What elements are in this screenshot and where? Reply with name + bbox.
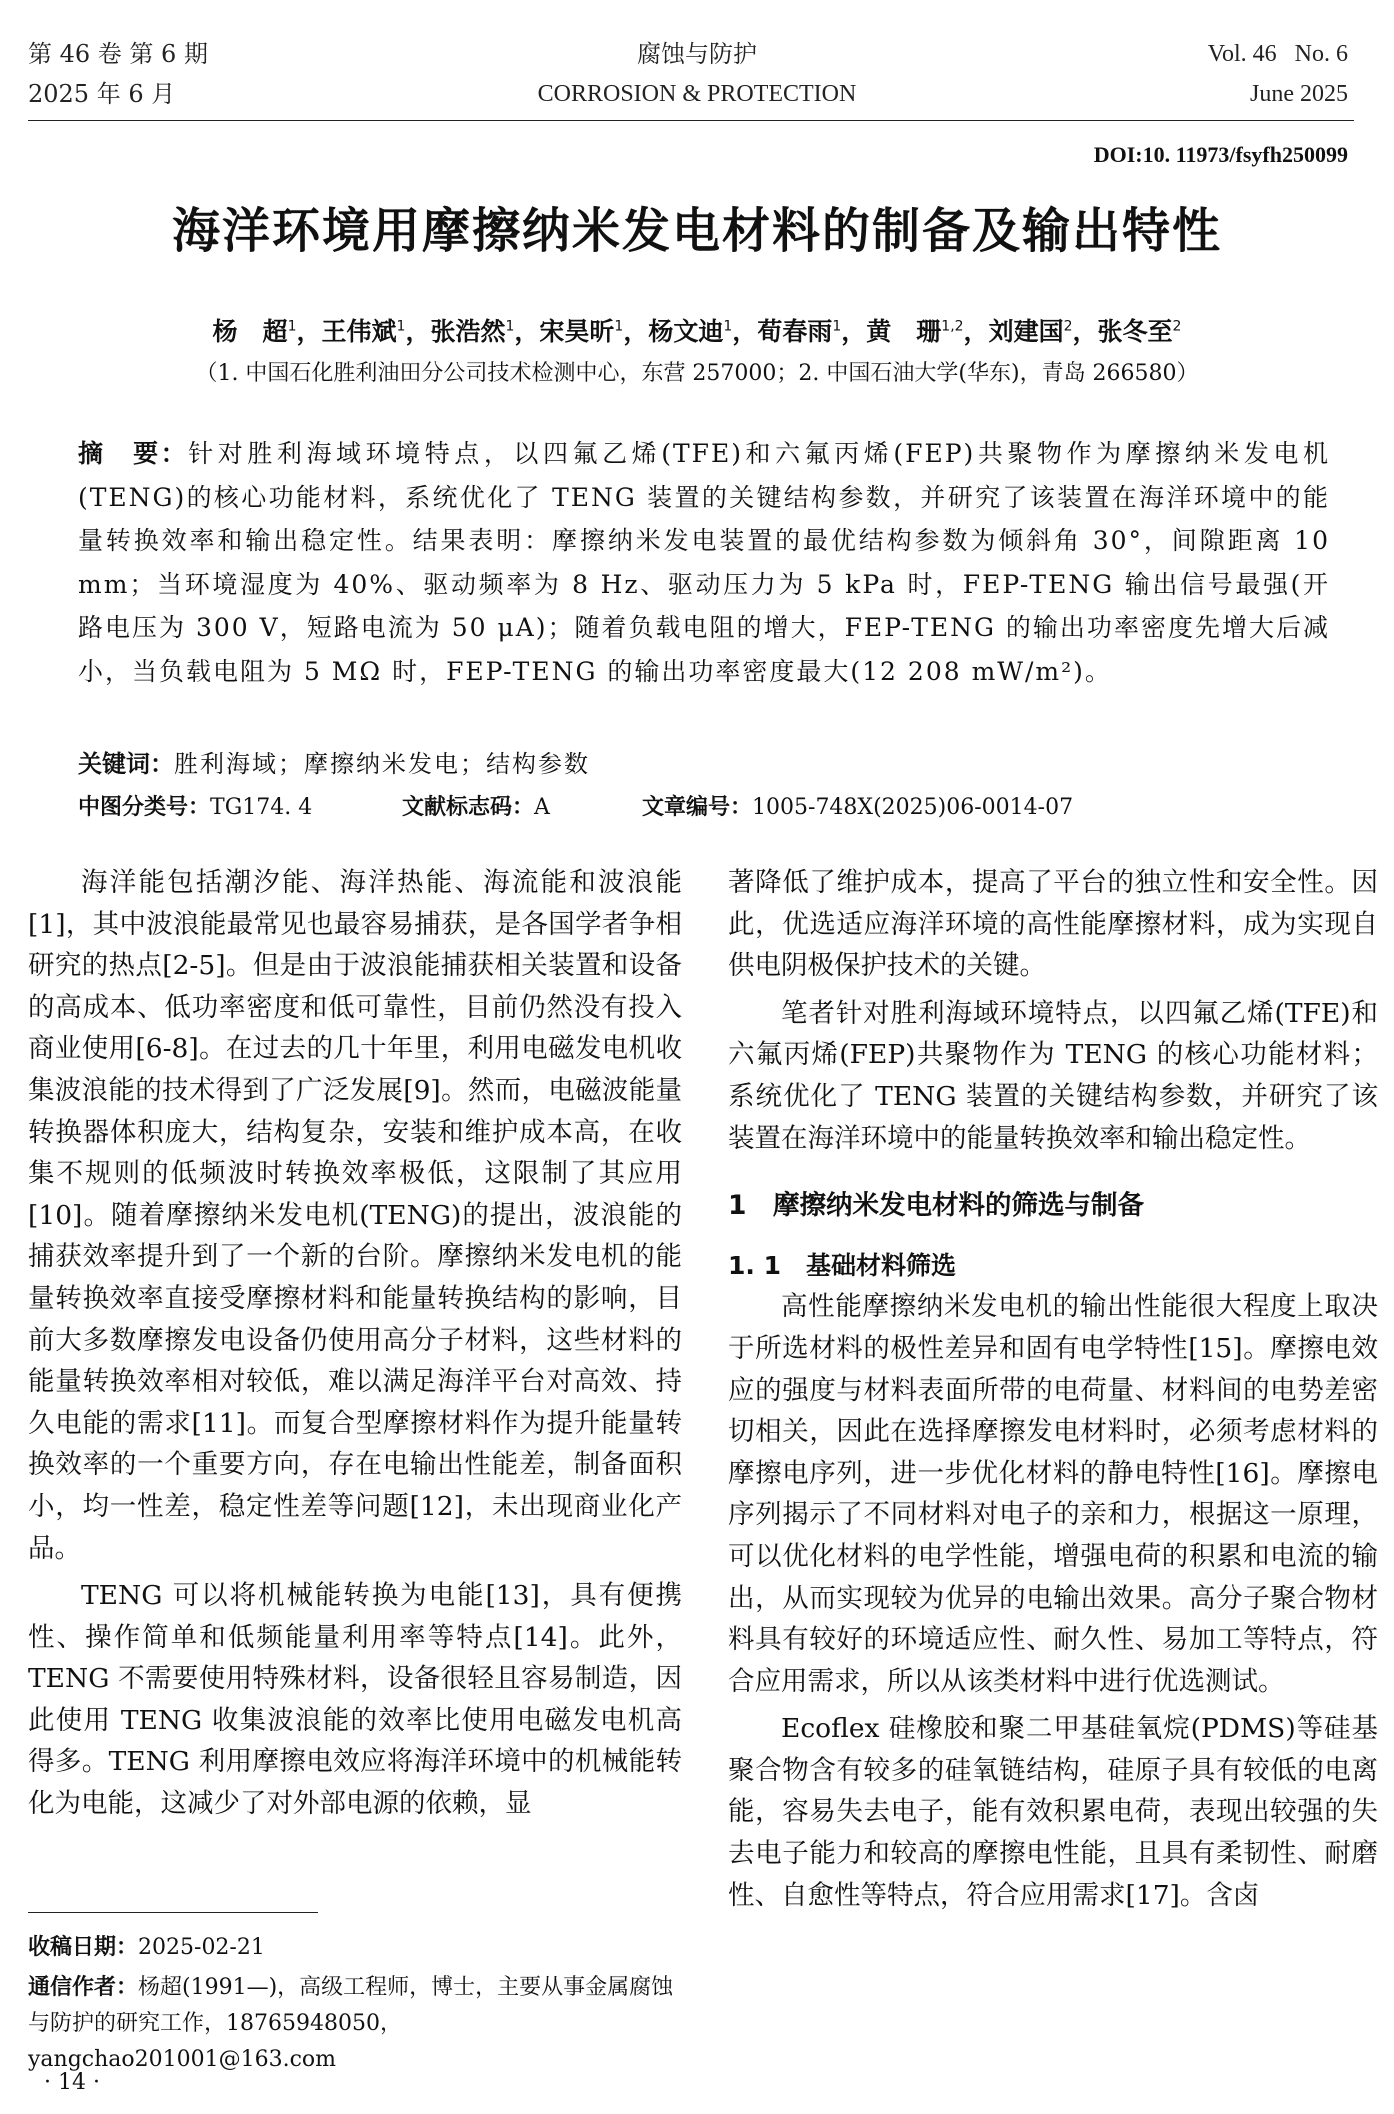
journal-name-en: CORROSION & PROTECTION: [537, 81, 857, 107]
received-value: 2025-02-21: [138, 1935, 265, 1960]
author-affiliation-mark: 1: [723, 318, 733, 335]
body-paragraph: 笔者针对胜利海域环境特点，以四氟乙烯(TFE)和六氟丙烯(FEP)共聚物作为 TENG 的核心功能材料；系统优化了 TENG 装置的关键结构参数，并研究了该装置在海洋环境中的能量转换效率和输出稳定性。: [728, 997, 1378, 1154]
author-label: 通信作者：: [28, 1975, 139, 2000]
header-center: [0, 34, 1394, 114]
body-paragraph: TENG 可以将机械能转换为电能[13]，具有便携性、操作简单和低频能量利用率等特点[14]。此外，TENG 不需要使用特殊材料，设备很轻且容易制造，因此使用 TENG 收集波浪能的效率比使用电磁发电机高得多。TENG 利用摩擦电效应将海洋环境中的机械能转化为电能，这减少了对外部电源的依赖，显: [28, 1580, 682, 1820]
author-separator: ，: [1072, 317, 1098, 346]
author-list: [0, 312, 1394, 348]
body-paragraph: 高性能摩擦纳米发电机的输出性能很大程度上取决于所选材料的极性差异和固有电学特性[15]。摩擦电效应的强度与材料表面所带的电荷量、材料间的电势差密切相关，因此在选择摩擦发电材料时，必须考虑材料的摩擦电序列，进一步优化材料的静电特性[16]。摩擦电序列揭示了不同材料对电子的亲和力，根据这一原理，可以优化材料的电学性能，增强电荷的积累和电流的输出，从而实现较为优异的电输出效果。高分子聚合物材料具有较好的环境适应性、耐久性、易加工等特点，符合应用需求，所以从该类材料中进行优选测试。: [728, 1291, 1378, 1697]
author-name: 刘建国: [988, 317, 1064, 346]
received-date: [28, 1930, 688, 1966]
date-cn: 2025 年 6 月: [28, 80, 176, 108]
right-column: [728, 862, 1378, 1916]
header-right: [1208, 34, 1348, 114]
author-affiliation-mark: 1: [614, 318, 624, 335]
subsection-heading: 1. 1 基础材料筛选: [728, 1250, 956, 1280]
journal-name-cn: 腐蚀与防护: [637, 40, 757, 68]
received-label: 收稿日期：: [28, 1935, 139, 1960]
author-affiliation-mark: 1: [287, 318, 297, 335]
abstract-label: 摘 要：: [78, 439, 189, 468]
doc-value: A: [534, 795, 550, 820]
author-affiliation-mark: 1: [505, 318, 515, 335]
author-affiliation-mark: 2: [1172, 318, 1182, 335]
doi[interactable]: DOI:10. 11973/fsyfh250099: [1093, 142, 1348, 167]
date-en: June 2025: [1250, 81, 1348, 107]
clc-code: [78, 790, 312, 821]
doc-label: 文献标志码：: [402, 795, 535, 820]
author-name: 杨 超: [212, 317, 288, 346]
author-name: 张浩然: [430, 317, 506, 346]
volume-en: Vol. 46 No. 6: [1207, 41, 1348, 67]
abstract-text: 针对胜利海域环境特点，以四氟乙烯(TFE)和六氟丙烯(FEP)共聚物作为摩擦纳米发电机(TENG)的核心功能材料，系统优化了 TENG 装置的关键结构参数，并研究了该装置在海洋环境中的能量转换效率和输出稳定性。结果表明：摩擦纳米发电装置的最优结构参数为倾斜角 30°，间隙距离 10 mm；当环境湿度为 40%、驱动频率为 8 Hz、驱动压力为 5 kPa 时，FEP-TENG 输出信号最强(开路电压为 300 V，短路电流为 50 μA)；随着负载电阻的增大，FEP-TENG 的输出功率密度先增大后减小，当负载电阻为 5 MΩ 时，FEP-TENG 的输出功率密度最大(12 208 mW/m²)。: [78, 439, 1330, 686]
body-paragraph: Ecoflex 硅橡胶和聚二甲基硅氧烷(PDMS)等硅基聚合物含有较多的硅氧链结构，硅原子具有较低的电离能，容易失去电子，能有效积累电荷，表现出较强的失去电子能力和较高的摩擦电性能，且具有柔韧性、耐磨性、自愈性等特点，符合应用需求[17]。含卤: [728, 1713, 1378, 1911]
body-paragraph: 著降低了维护成本，提高了平台的独立性和安全性。因此，优选适应海洋环境的高性能摩擦材料，成为实现自供电阴极保护技术的关键。: [728, 867, 1378, 982]
body-paragraph: 海洋能包括潮汐能、海洋热能、海流能和波浪能[1]，其中波浪能最常见也最容易捕获，是各国学者争相研究的热点[2-5]。但是由于波浪能捕获相关装置和设备的高成本、低功率密度和低可靠性，目前仍然没有投入商业使用[6-8]。在过去的几十年里，利用电磁发电机收集波浪能的技术得到了广泛发展[9]。然而，电磁波能量转换器体积庞大，结构复杂，安装和维护成本高，在收集不规则的低频波时转换效率极低，这限制了其应用[10]。随着摩擦纳米发电机(TENG)的提出，波浪能的捕获效率提升到了一个新的台阶。摩擦纳米发电机的能量转换效率直接受摩擦材料和能量转换结构的影响，目前大多数摩擦发电设备仍使用高分子材料，这些材料的能量转换效率相对较低，难以满足海洋平台对高效、持久电能的需求[11]。而复合型摩擦材料作为提升能量转换效率的一个重要方向，存在电输出性能差，制备面积小，均一性差，稳定性差等问题[12]，未出现商业化产品。: [28, 867, 682, 1564]
doc-code: [402, 790, 550, 821]
clc-value: TG174. 4: [210, 795, 313, 820]
keywords-label: 关键词：: [78, 750, 174, 778]
author-name: 王伟斌: [321, 317, 397, 346]
left-column: [28, 862, 682, 1825]
author-name: 荀春雨: [757, 317, 833, 346]
keywords-text: 胜利海域；摩擦纳米发电；结构参数: [174, 750, 590, 778]
author-affiliation-mark: 1,2: [941, 318, 964, 335]
volume-cn: 第 46 卷 第 6 期: [28, 40, 208, 68]
section-heading: 1 摩擦纳米发电材料的筛选与制备: [728, 1190, 1144, 1222]
page-number: · 14 ·: [44, 2070, 100, 2095]
footnote-rule: [28, 1912, 318, 1913]
corresponding-author: [28, 1970, 688, 2078]
author-separator: ，: [514, 317, 540, 346]
author-separator: ，: [963, 317, 989, 346]
affiliation: （1. 中国石化胜利油田分公司技术检测中心，东营 257000；2. 中国石油大学(华东)，青岛 266580）: [195, 361, 1199, 386]
author-separator: ，: [623, 317, 649, 346]
author-name: 杨文迪: [648, 317, 724, 346]
article-label: 文章编号：: [642, 795, 753, 820]
author-separator: ，: [732, 317, 758, 346]
author-separator: ，: [405, 317, 431, 346]
author-name: 黄 珊: [866, 317, 942, 346]
author-separator: ，: [296, 317, 322, 346]
author-name: 张冬至: [1097, 317, 1173, 346]
author-info: 杨超(1991—)，高级工程师，博士，主要从事金属腐蚀与防护的研究工作，18765948050，yangchao201001@163.com: [28, 1975, 674, 2072]
keywords: [78, 744, 590, 779]
article-value: 1005-748X(2025)06-0014-07: [752, 795, 1074, 820]
author-name: 宋昊昕: [539, 317, 615, 346]
header-rule: [28, 120, 1354, 121]
paper-title: 海洋环境用摩擦纳米发电材料的制备及输出特性: [171, 203, 1222, 259]
author-separator: ，: [841, 317, 867, 346]
author-affiliation-mark: 1: [832, 318, 842, 335]
clc-label: 中图分类号：: [78, 795, 211, 820]
author-affiliation-mark: 1: [396, 318, 406, 335]
author-affiliation-mark: 2: [1063, 318, 1073, 335]
article-number: [642, 790, 1073, 821]
abstract: [78, 432, 1330, 693]
